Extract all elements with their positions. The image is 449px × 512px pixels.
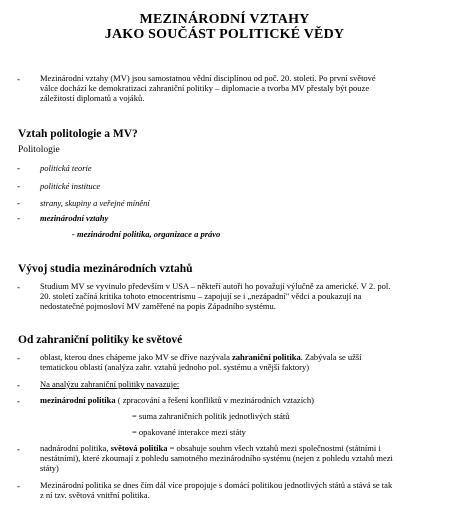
bullet-dash: - <box>17 198 20 208</box>
bullet-dash: - <box>17 481 20 491</box>
history-line-2: 20. století začíná kritika tohoto etnocentrismu – zapojují se i „nezápadní" vědci a poukazují na <box>40 291 362 301</box>
list-item: politické instituce <box>40 181 101 191</box>
history-line-3: nedostatečné pojmosloví MV zaměřené na popis Západního systému. <box>40 301 276 311</box>
paragraph-line: státy) <box>40 463 59 473</box>
bullet-dash: - <box>17 396 20 406</box>
page-title-line-2: JAKO SOUČÁST POLITICKÉ VĚDY <box>104 27 345 42</box>
bullet-dash: - <box>17 213 20 223</box>
intro-line-2: válce dochází ke demokratizaci zahraniční politiky – diplomacie a tvorba MV přestaly být pouze <box>40 83 370 93</box>
list-subitem: - mezinárodní politika, organizace a právo <box>72 229 221 239</box>
paragraph-line: = suma zahraničních politik jednotlivých států <box>132 411 290 421</box>
paragraph-line: nestátními), které zkoumají z pohledu samotného mezinárodního systému (nejen z pohledu vztahů mezi <box>40 453 393 463</box>
paragraph-line <box>40 352 362 362</box>
history-line-1: Studium MV se vyvinulo především v USA – někteří autoři ho považují výlučně za americké. V 2. pol. <box>40 281 391 291</box>
bullet-dash: - <box>17 380 20 390</box>
paragraph-line: = opakované interakce mezi státy <box>132 427 246 437</box>
paragraph-line-underlined: Na analýzu zahraniční politiky navazuje: <box>40 379 180 389</box>
section-heading-foreign-policy: Od zahraniční politiky ke světové <box>18 334 183 346</box>
text-run-bold: světová politika <box>110 443 168 453</box>
bullet-dash: - <box>17 181 20 191</box>
text-run-bold: mezinárodní politika <box>40 395 116 405</box>
bullet-dash: - <box>17 353 20 363</box>
list-item: politická teorie <box>40 163 92 173</box>
text-run: . Zabývala se užší <box>300 352 362 362</box>
intro-line-1: Mezinárodní vztahy (MV) jsou samostatnou vědní disciplínou od poč. 20. století. Po první světové <box>40 73 376 83</box>
text-run: ( zpracování a řešení konfliktů v mezinárodních vztazích) <box>115 395 314 405</box>
section-heading-politology: Vztah politologie a MV? <box>18 128 138 140</box>
text-run: oblast, kterou dnes chápeme jako MV se dříve nazývala <box>40 352 232 362</box>
bullet-dash: - <box>17 444 20 454</box>
paragraph-line: tematickou oblastí (analýza zahr. vztahů jednoho pol. systému a vnější faktory) <box>40 362 310 372</box>
paragraph-line <box>40 443 381 453</box>
page-title-line-1: MEZINÁRODNÍ VZTAHY <box>139 12 310 27</box>
paragraph-line <box>40 395 314 405</box>
bullet-dash: - <box>17 163 20 173</box>
text-run-bold: zahraniční politika <box>231 352 301 362</box>
bullet-dash: - <box>17 282 20 292</box>
intro-line-3: záležitostí diplomatů a vojáků. <box>40 93 145 103</box>
list-item: mezinárodní vztahy <box>40 213 109 223</box>
list-item: strany, skupiny a veřejné mínění <box>40 198 150 208</box>
paragraph-line: z ní tzv. světová vnitřní politika. <box>40 490 150 500</box>
section-subheading-politologie: Politologie <box>18 145 60 155</box>
bullet-dash: - <box>17 74 20 84</box>
section-heading-history: Vývoj studia mezinárodních vztahů <box>18 263 193 275</box>
text-run: = obsahuje souhrn všech vztahů mezi společnostmi (státními i <box>167 443 381 453</box>
paragraph-line: Mezinárodní politika se dnes čím dál více propojuje s domácí politikou jednotlivých států a stává se tak <box>40 480 393 490</box>
text-run: nadnárodní politika, <box>40 443 111 453</box>
